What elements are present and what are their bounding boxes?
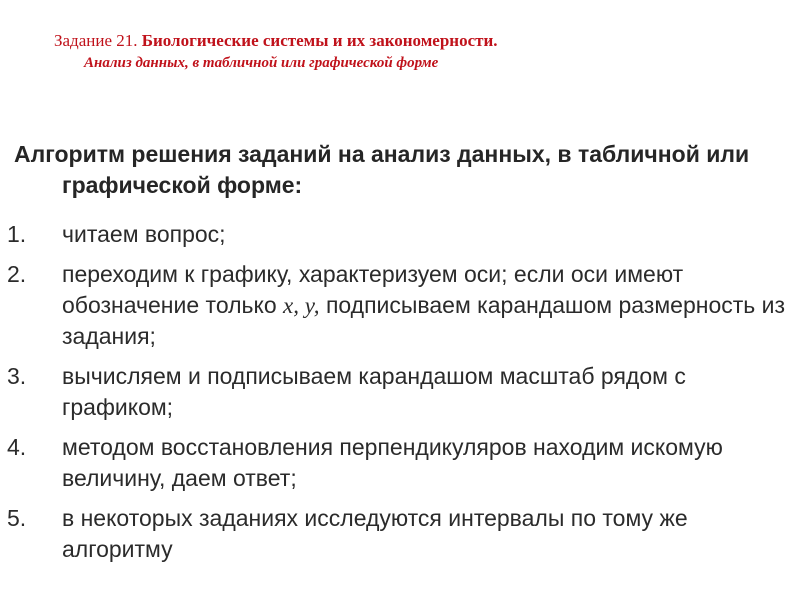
algorithm-title: Алгоритм решения заданий на анализ данных, в табличной или графической форме:: [14, 141, 750, 198]
step-4: [0, 432, 790, 494]
step-1: [0, 219, 790, 250]
step-text: [62, 259, 790, 352]
step-number: 5.: [7, 505, 27, 531]
step-text: в некоторых заданиях исследуются интервалы по тому же алгоритму: [62, 505, 688, 562]
step-5: [0, 503, 790, 565]
step-text: вычисляем и подписываем карандашом масштаб рядом с графиком;: [62, 363, 686, 420]
step-text: методом восстановления перпендикуляров находим искомую величину, даем ответ;: [62, 434, 723, 491]
step-number: 1.: [7, 221, 27, 247]
step-text-before: переходим к графику, характеризуем оси; если оси имеют обозначение только: [62, 261, 684, 318]
task-label: Задание 21.: [54, 31, 138, 50]
axis-variables: х, у,: [283, 293, 320, 318]
slide-header: [54, 30, 774, 74]
header-title: [54, 30, 774, 52]
step-number: 2.: [7, 261, 27, 287]
step-3: [0, 361, 790, 423]
step-text: читаем вопрос;: [62, 221, 226, 247]
step-2: [0, 259, 790, 352]
step-text-after: подписываем карандашом размерность из задания;: [62, 292, 786, 349]
step-number: 4.: [7, 434, 27, 460]
algorithm-steps: [0, 219, 790, 574]
step-number: 3.: [7, 363, 27, 389]
task-topic: Биологические системы и их закономерности.: [141, 31, 498, 50]
header-subtitle: Анализ данных, в табличной или графической форме: [84, 55, 439, 71]
